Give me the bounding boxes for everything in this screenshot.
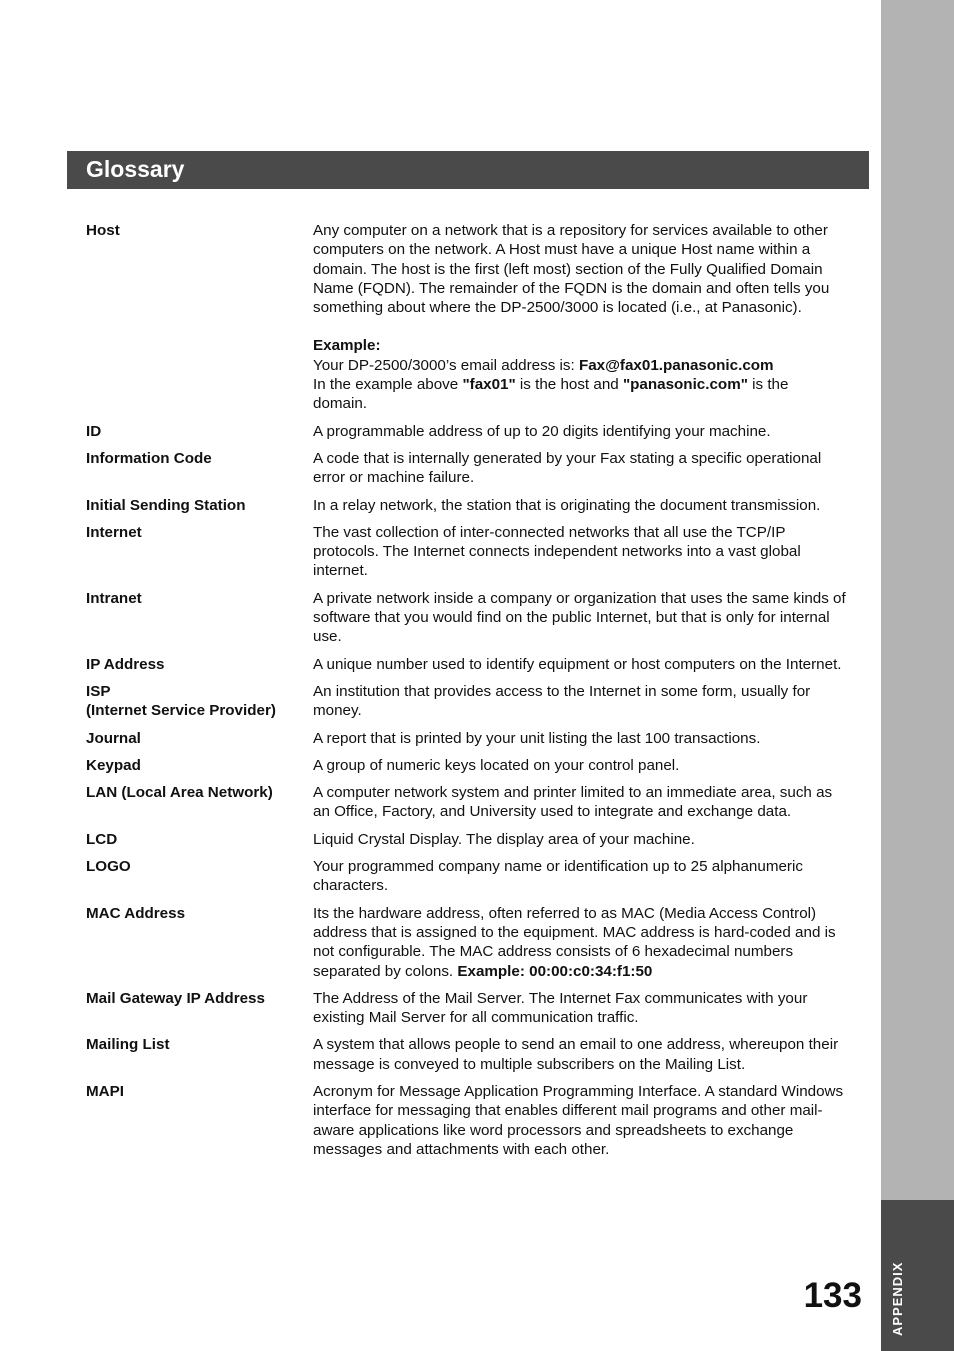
glossary-definition: The vast collection of inter-connected networks that all use the TCP/IP protocols. The Internet connects independent networks into a vast global internet. (313, 523, 801, 580)
example-text: is the domain. (313, 376, 789, 413)
glossary-term: LCD (86, 830, 118, 848)
glossary-entry (86, 221, 846, 414)
glossary-term: Internet (86, 523, 142, 541)
glossary-term: MAPI (86, 1082, 124, 1100)
glossary-entry (86, 1035, 846, 1074)
glossary-entry (86, 989, 846, 1028)
glossary-definition: A private network inside a company or organization that uses the same kinds of software that you would find on the public Internet, but that is only for internal use. (313, 589, 846, 646)
side-bar (881, 0, 954, 1351)
glossary-entry (86, 682, 846, 721)
glossary-term: Host (86, 222, 120, 239)
glossary-entry (86, 857, 846, 896)
glossary-term: LOGO (86, 858, 131, 876)
glossary-definition: A system that allows people to send an email to one address, whereupon their message is conveyed to multiple subscribers on the Mailing List. (313, 1036, 839, 1073)
glossary-term: Mail Gateway IP Address (86, 989, 265, 1007)
glossary-entry (86, 449, 846, 488)
glossary-term-line: (Internet Service Provider) (86, 702, 276, 720)
example-host: "fax01" (462, 376, 516, 394)
glossary-term: Initial Sending Station (86, 496, 246, 514)
glossary-term: MAC Address (86, 904, 186, 922)
glossary-term-line: ISP (86, 682, 111, 700)
glossary-term: IP Address (86, 655, 165, 673)
definition-text: Any computer on a network that is a repository for services available to other computers on the network. A Host must have a unique Host name within a domain. The host is the first (left most) section of the Fully Qualified Domain Name (FQDN). The remainder of the FQDN is the domain and often tells you something about where the DP-2500/3000 is located (i.e., at Panasonic). (313, 222, 830, 317)
glossary-definition: A unique number used to identify equipment or host computers on the Internet. (313, 655, 842, 673)
glossary-term: Journal (86, 729, 141, 747)
glossary-term: LAN (Local Area Network) (86, 784, 273, 802)
glossary-definition: In a relay network, the station that is originating the document transmission. (313, 496, 821, 514)
example-text: In the example above (313, 376, 463, 394)
glossary-list (86, 221, 846, 1167)
example-text: Your DP-2500/3000’s email address is: (313, 356, 579, 374)
glossary-entry (86, 783, 846, 822)
glossary-term: Intranet (86, 589, 142, 607)
example-text: is the host and (515, 376, 623, 394)
glossary-definition: An institution that provides access to the Internet in some form, usually for money. (313, 682, 811, 720)
glossary-definition (313, 904, 846, 981)
glossary-term: Information Code (86, 449, 212, 467)
glossary-term: Mailing List (86, 1036, 170, 1054)
page-number: 133 (803, 1276, 862, 1315)
glossary-term (86, 682, 313, 721)
glossary-entry (86, 422, 846, 441)
glossary-term: ID (86, 422, 102, 440)
example-domain: "panasonic.com" (622, 376, 748, 394)
example-line (313, 375, 846, 414)
example-line (313, 356, 846, 375)
glossary-entry (86, 496, 846, 515)
example-email: Fax@fax01.panasonic.com (578, 356, 774, 374)
example-inline: Example: 00:00:c0:34:f1:50 (457, 962, 653, 980)
glossary-entry (86, 655, 846, 674)
glossary-definition: A report that is printed by your unit listing the last 100 transactions. (313, 729, 761, 747)
glossary-definition: A code that is internally generated by your Fax stating a specific operational error or machine failure. (313, 449, 822, 487)
glossary-definition (313, 221, 846, 414)
glossary-definition: A computer network system and printer limited to an immediate area, such as an Office, Factory, and University used to integrate and exchange data. (313, 784, 833, 821)
appendix-tab-label: APPENDIX (890, 1261, 905, 1336)
glossary-term: Keypad (86, 756, 141, 774)
glossary-entry (86, 830, 846, 849)
glossary-definition: A group of numeric keys located on your control panel. (313, 756, 680, 774)
glossary-entry (86, 904, 846, 981)
glossary-entry (86, 756, 846, 775)
glossary-entry (86, 523, 846, 581)
glossary-definition: Liquid Crystal Display. The display area of your machine. (313, 830, 695, 848)
glossary-definition: A programmable address of up to 20 digits identifying your machine. (313, 422, 771, 440)
title-bar (67, 151, 869, 189)
glossary-definition: Acronym for Message Application Programming Interface. A standard Windows interface for messaging that enables different mail programs and other mail-aware applications like word processors and spreadsheets to exchange messages and attachments with each other. (313, 1082, 844, 1158)
glossary-entry (86, 589, 846, 647)
page-title: Glossary (86, 156, 185, 182)
example-heading: Example: (313, 337, 381, 355)
glossary-entry (86, 1082, 846, 1159)
glossary-definition: The Address of the Mail Server. The Internet Fax communicates with your existing Mail Server for all communication traffic. (313, 989, 808, 1027)
glossary-entry (86, 729, 846, 748)
definition-text: Its the hardware address, often referred to as MAC (Media Access Control) address that is assigned to the equipment. MAC address is hard-coded and is not configurable. The MAC address consists of 6 hexadecimal numbers separated by colons. (313, 904, 836, 980)
glossary-definition: Your programmed company name or identification up to 25 alphanumeric characters. (313, 858, 803, 895)
